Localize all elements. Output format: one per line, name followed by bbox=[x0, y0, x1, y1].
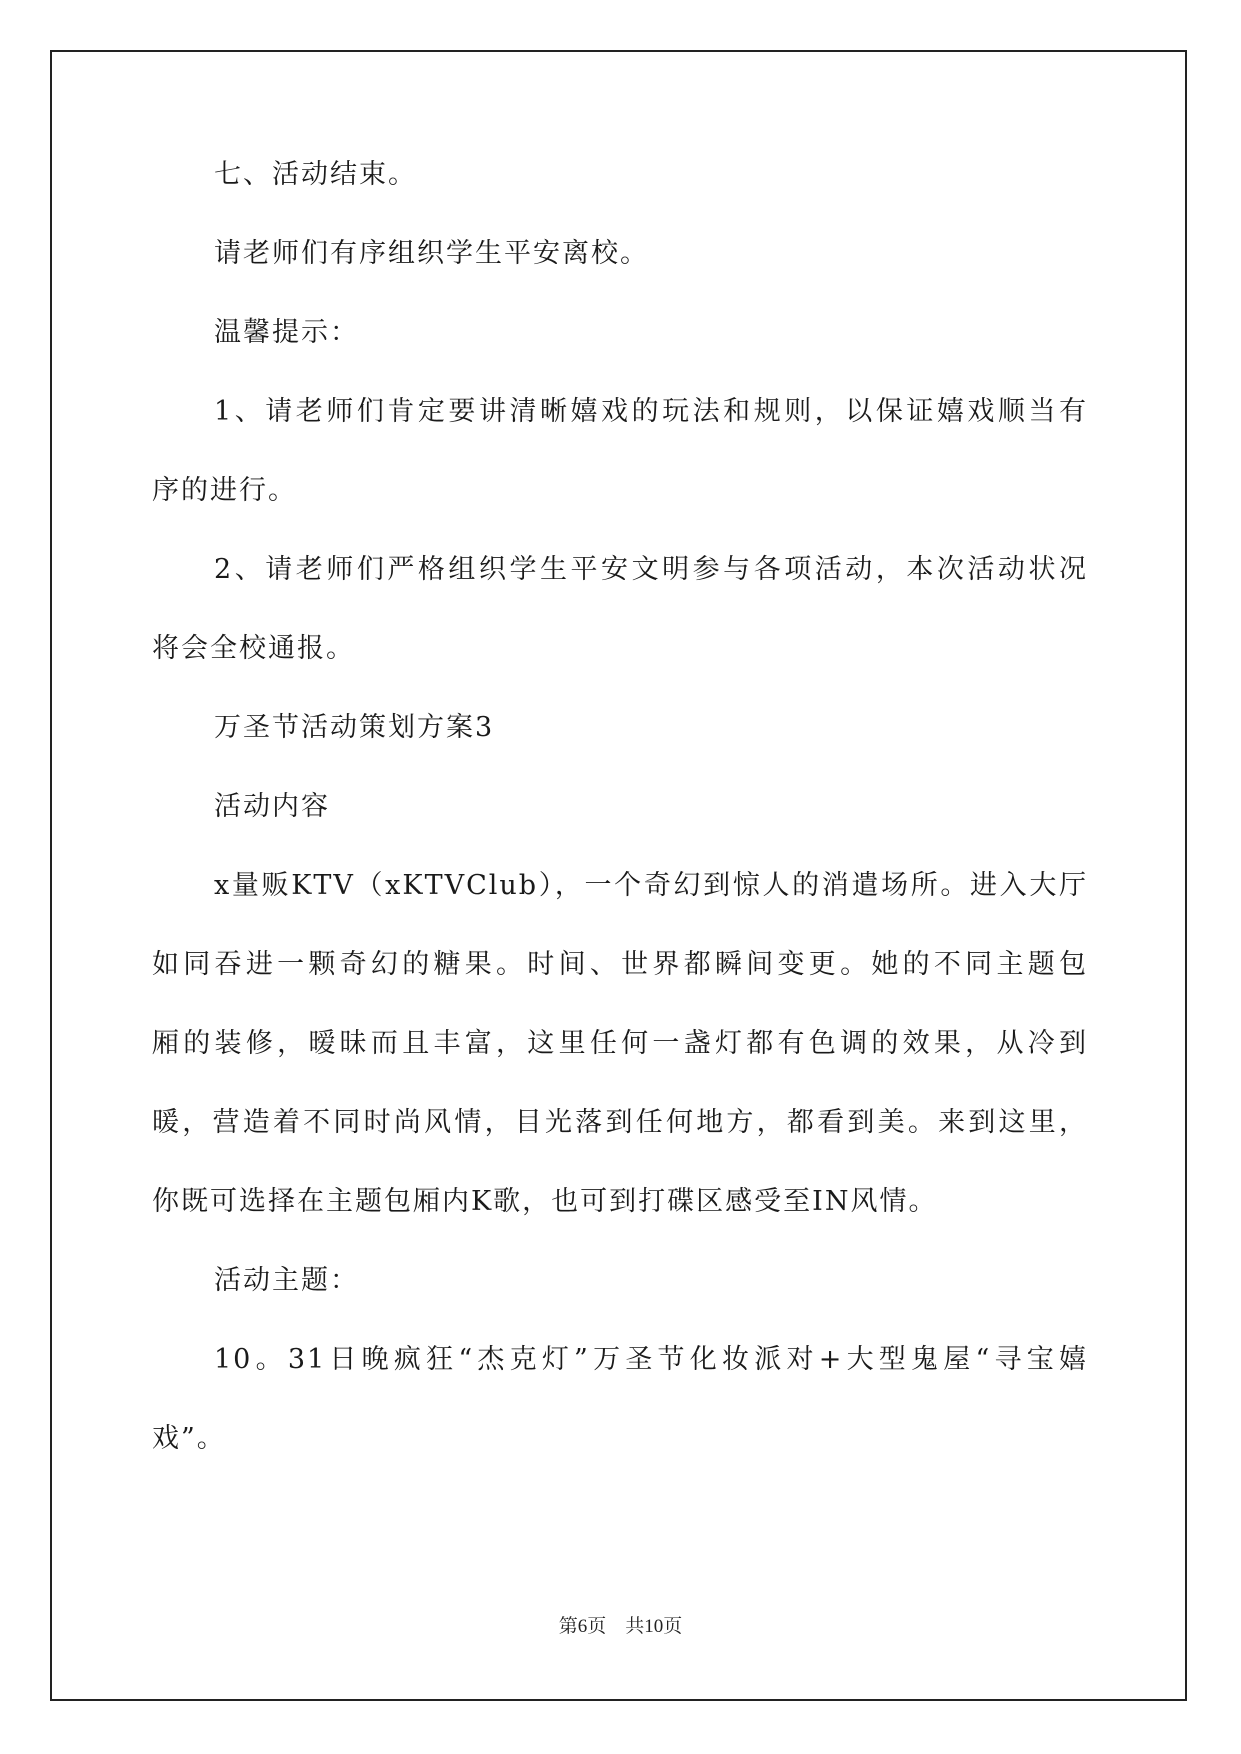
paragraph-line: 厢的装修，暧昧而且丰富，这里任何一盏灯都有色调的效果，从冷到 bbox=[152, 1028, 1088, 1059]
paragraph-line: 暖，营造着不同时尚风情，目光落到任何地方，都看到美。来到这里， bbox=[152, 1107, 1088, 1138]
paragraph-line: x量贩KTV（xKTVClub），一个奇幻到惊人的消遣场所。进入大厅 bbox=[214, 870, 1088, 901]
paragraph-line: 序的进行。 bbox=[152, 475, 297, 506]
page-number-footer: 第6页 共10页 bbox=[558, 1616, 683, 1637]
paragraph-line: 活动主题： bbox=[214, 1265, 359, 1296]
paragraph-line: 请老师们有序组织学生平安离校。 bbox=[214, 238, 649, 269]
paragraph-line: 温馨提示： bbox=[214, 317, 359, 348]
paragraph-line: 活动内容 bbox=[214, 791, 330, 822]
paragraph-line: 七、活动结束。 bbox=[214, 159, 417, 190]
paragraph-line: 2、请老师们严格组织学生平安文明参与各项活动，本次活动状况 bbox=[214, 554, 1088, 585]
paragraph-line: 戏”。 bbox=[152, 1423, 226, 1454]
section-heading: 万圣节活动策划方案3 bbox=[214, 712, 495, 743]
paragraph-line: 将会全校通报。 bbox=[152, 633, 355, 664]
paragraph-line: 如同吞进一颗奇幻的糖果。时间、世界都瞬间变更。她的不同主题包 bbox=[152, 949, 1088, 980]
paragraph-line: 1、请老师们肯定要讲清晰嬉戏的玩法和规则，以保证嬉戏顺当有 bbox=[214, 396, 1088, 427]
paragraph-line: 10。31日晚疯狂“杰克灯”万圣节化妆派对+大型鬼屋“寻宝嬉 bbox=[214, 1344, 1088, 1375]
paragraph-line: 你既可选择在主题包厢内K歌，也可到打碟区感受至IN风情。 bbox=[152, 1186, 938, 1217]
